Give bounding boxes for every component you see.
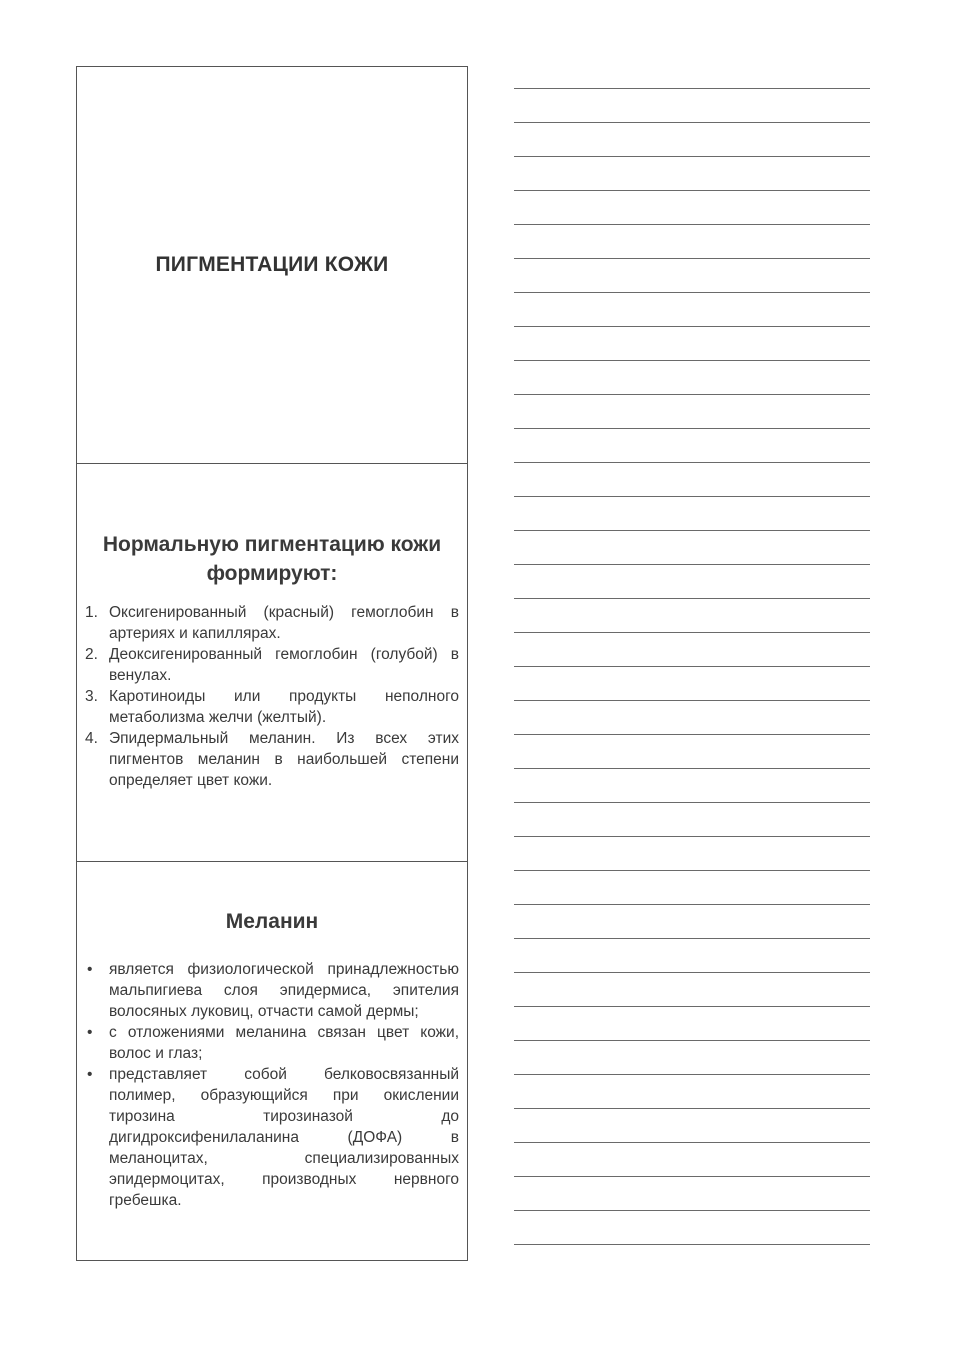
ruled-line bbox=[514, 836, 870, 837]
bullet-icon: • bbox=[87, 1066, 93, 1083]
bullet-icon: • bbox=[87, 961, 93, 978]
ruled-line bbox=[514, 156, 870, 157]
ruled-line bbox=[514, 1074, 870, 1075]
normal-pigmentation-panel bbox=[77, 464, 467, 862]
list-item: 3. Каротиноиды или продукты неполного метаболизма желчи (желтый). bbox=[85, 688, 459, 726]
ruled-line bbox=[514, 632, 870, 633]
ruled-line bbox=[514, 802, 870, 803]
ruled-line bbox=[514, 258, 870, 259]
ruled-line bbox=[514, 326, 870, 327]
ruled-line bbox=[514, 870, 870, 871]
bullet-icon: • bbox=[87, 1024, 93, 1041]
melanin-title: Меланин bbox=[225, 910, 319, 933]
ruled-line bbox=[514, 428, 870, 429]
ruled-line bbox=[514, 768, 870, 769]
ruled-line bbox=[514, 904, 870, 905]
ruled-line bbox=[514, 1210, 870, 1211]
melanin-list bbox=[85, 959, 459, 1211]
melanin-panel bbox=[77, 862, 467, 1260]
list-item: 2. Деоксигенированный гемоглобин (голубой) в венулах. bbox=[85, 646, 459, 684]
title-panel bbox=[77, 67, 467, 464]
ruled-line bbox=[514, 292, 870, 293]
ruled-line bbox=[514, 224, 870, 225]
ruled-line bbox=[514, 1108, 870, 1109]
note-lines bbox=[514, 0, 870, 1350]
list-item: • с отложениями меланина связан цвет кожи, волос и глаз; bbox=[87, 1024, 459, 1062]
ruled-line bbox=[514, 972, 870, 973]
ruled-line bbox=[514, 88, 870, 89]
list-item: • является физиологической принадлежностью мальпигиева слоя эпидермиса, эпителия волосяных луковиц, отчасти самой дермы; bbox=[87, 961, 459, 1020]
normal-pigmentation-list bbox=[85, 602, 459, 791]
ruled-line bbox=[514, 1244, 870, 1245]
list-item: 4. Эпидермальный меланин. Из всех этих пигментов меланин в наибольшей степени определяет цвет кожи. bbox=[85, 730, 459, 789]
ruled-line bbox=[514, 496, 870, 497]
ruled-line bbox=[514, 462, 870, 463]
ruled-line bbox=[514, 530, 870, 531]
ruled-line bbox=[514, 734, 870, 735]
normal-pigmentation-title: Нормальную пигментацию кожи формируют: bbox=[102, 533, 442, 585]
ruled-line bbox=[514, 1142, 870, 1143]
list-item: • представляет собой белковосвязанный полимер, образующийся при окислении тирозина тирозиназой до дигидроксифенилаланина (ДОФА) в меланоцитах, специализированных эпидермоцитах, производных нервного гребешка. bbox=[87, 1066, 459, 1209]
ruled-line bbox=[514, 394, 870, 395]
ruled-line bbox=[514, 1040, 870, 1041]
list-item: 1. Оксигенированный (красный) гемоглобин в артериях и капиллярах. bbox=[85, 604, 459, 642]
ruled-line bbox=[514, 1176, 870, 1177]
ruled-line bbox=[514, 360, 870, 361]
ruled-line bbox=[514, 700, 870, 701]
page-title: ПИГМЕНТАЦИИ КОЖИ bbox=[155, 253, 389, 276]
ruled-line bbox=[514, 564, 870, 565]
ruled-line bbox=[514, 598, 870, 599]
ruled-line bbox=[514, 1006, 870, 1007]
notes-card-frame bbox=[76, 66, 468, 1261]
ruled-line bbox=[514, 666, 870, 667]
ruled-line bbox=[514, 122, 870, 123]
ruled-line bbox=[514, 938, 870, 939]
ruled-line bbox=[514, 190, 870, 191]
